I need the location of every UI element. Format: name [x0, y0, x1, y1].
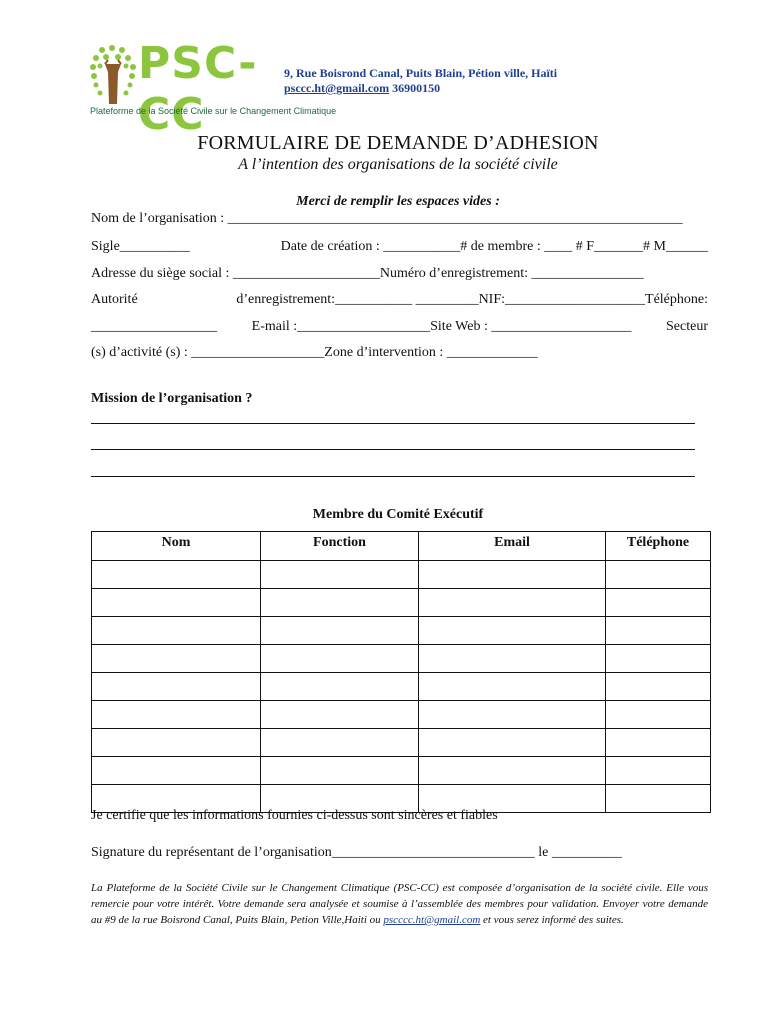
header-email-link[interactable]: psccc.ht@gmail.com	[284, 81, 390, 95]
table-row	[92, 673, 711, 701]
cell-nom[interactable]	[92, 561, 261, 589]
autorite-row	[91, 292, 708, 308]
activite-zone-field[interactable]: (s) d’activité (s) : ___________________Zone d’intervention : _____________	[91, 345, 538, 360]
cell-email[interactable]	[419, 561, 606, 589]
committee-header-row	[92, 532, 711, 561]
telephone-field[interactable]: __________________	[91, 319, 217, 334]
logo-subtitle: Plateforme de la Société Civile sur le Changement Climatique	[90, 106, 337, 116]
cell-telephone[interactable]	[606, 701, 711, 729]
column-header-email: Email	[419, 532, 606, 561]
mission-line-3[interactable]	[91, 476, 695, 477]
footer-text: La Plateforme de la Société Civile sur le Changement Climatique (PSC-CC) est composée d’organisation de la société civile. Elle vous remercie pour votre intérêt. Votre demande sera analysée et soumise à l’assemblée des membres pour validation. Envoyer votre demande au #9 de la rue Boisrond Canal, Puits Blain, Petion Ville,Haiti ou	[91, 882, 708, 926]
committee-table	[91, 531, 711, 813]
mission-line-1[interactable]	[91, 423, 695, 424]
header-address: 9, Rue Boisrond Canal, Puits Blain, Pétion ville, Haïti	[284, 66, 558, 80]
footer-text-end: et vous serez informé des suites.	[483, 914, 624, 926]
cell-fonction[interactable]	[261, 701, 419, 729]
table-row	[92, 617, 711, 645]
cell-fonction[interactable]	[261, 645, 419, 673]
column-header-telephone: Téléphone	[606, 532, 711, 561]
cell-telephone[interactable]	[606, 729, 711, 757]
table-row	[92, 561, 711, 589]
cell-email[interactable]	[419, 673, 606, 701]
cell-telephone[interactable]	[606, 561, 711, 589]
cell-nom[interactable]	[92, 757, 261, 785]
table-row	[92, 589, 711, 617]
table-row	[92, 701, 711, 729]
autorite-label: Autorité	[91, 292, 138, 307]
cell-fonction[interactable]	[261, 589, 419, 617]
mission-label: Mission de l’organisation ?	[91, 391, 253, 406]
footer-email-link[interactable]: pscccc.ht@gmail.com	[383, 914, 481, 926]
form-subtitle: A l’intention des organisations de la société civile	[238, 156, 558, 173]
cell-nom[interactable]	[92, 729, 261, 757]
cell-email[interactable]	[419, 617, 606, 645]
table-row	[92, 645, 711, 673]
org-name-field[interactable]: Nom de l’organisation : _________________________________________________________________	[91, 211, 683, 226]
cell-fonction[interactable]	[261, 757, 419, 785]
form-title: FORMULAIRE DE DEMANDE D’ADHESION	[197, 132, 599, 154]
cell-email[interactable]	[419, 645, 606, 673]
committee-title: Membre du Comité Exécutif	[312, 507, 484, 522]
cell-email[interactable]	[419, 757, 606, 785]
cell-telephone[interactable]	[606, 757, 711, 785]
date-members-field[interactable]: Date de création : ___________# de membre : ____ # F_______# M______	[280, 239, 708, 254]
siege-field[interactable]: Adresse du siège social : _____________________Numéro d’enregistrement: ________________	[91, 266, 644, 281]
email-website-field[interactable]: E-mail :___________________Site Web : ____________________	[251, 319, 632, 334]
certification-text: Je certifie que les informations fournies ci-dessus sont sincères et fiables	[91, 808, 498, 823]
cell-fonction[interactable]	[261, 561, 419, 589]
signature-field[interactable]: Signature du représentant de l’organisation_____________________________ le __________	[91, 845, 622, 860]
cell-nom[interactable]	[92, 589, 261, 617]
cell-email[interactable]	[419, 701, 606, 729]
cell-email[interactable]	[419, 729, 606, 757]
secteur-label: Secteur	[666, 319, 708, 334]
cell-email[interactable]	[419, 589, 606, 617]
form-instruction: Merci de remplir les espaces vides :	[296, 194, 500, 209]
mission-line-2[interactable]	[91, 449, 695, 450]
tree-logo-icon	[88, 44, 144, 110]
cell-telephone[interactable]	[606, 673, 711, 701]
table-row	[92, 729, 711, 757]
cell-telephone[interactable]	[606, 785, 711, 813]
cell-nom[interactable]	[92, 673, 261, 701]
column-header-nom: Nom	[92, 532, 261, 561]
cell-fonction[interactable]	[261, 673, 419, 701]
header-address-block	[284, 66, 557, 96]
header-phone: 36900150	[392, 81, 441, 95]
column-header-fonction: Fonction	[261, 532, 419, 561]
footer-note	[91, 880, 708, 928]
cell-fonction[interactable]	[261, 729, 419, 757]
sigle-date-row	[91, 239, 708, 255]
enregistrement-nif-field[interactable]: d’enregistrement:___________ _________NIF:____________________Téléphone:	[236, 292, 708, 307]
cell-telephone[interactable]	[606, 589, 711, 617]
committee-rows	[92, 561, 711, 813]
logo-text: PSC-CC	[138, 38, 258, 140]
cell-telephone[interactable]	[606, 617, 711, 645]
sigle-field[interactable]: Sigle__________	[91, 239, 190, 254]
cell-telephone[interactable]	[606, 645, 711, 673]
tel-email-row	[91, 319, 708, 335]
cell-fonction[interactable]	[261, 617, 419, 645]
cell-nom[interactable]	[92, 645, 261, 673]
table-row	[92, 757, 711, 785]
cell-nom[interactable]	[92, 617, 261, 645]
cell-nom[interactable]	[92, 701, 261, 729]
